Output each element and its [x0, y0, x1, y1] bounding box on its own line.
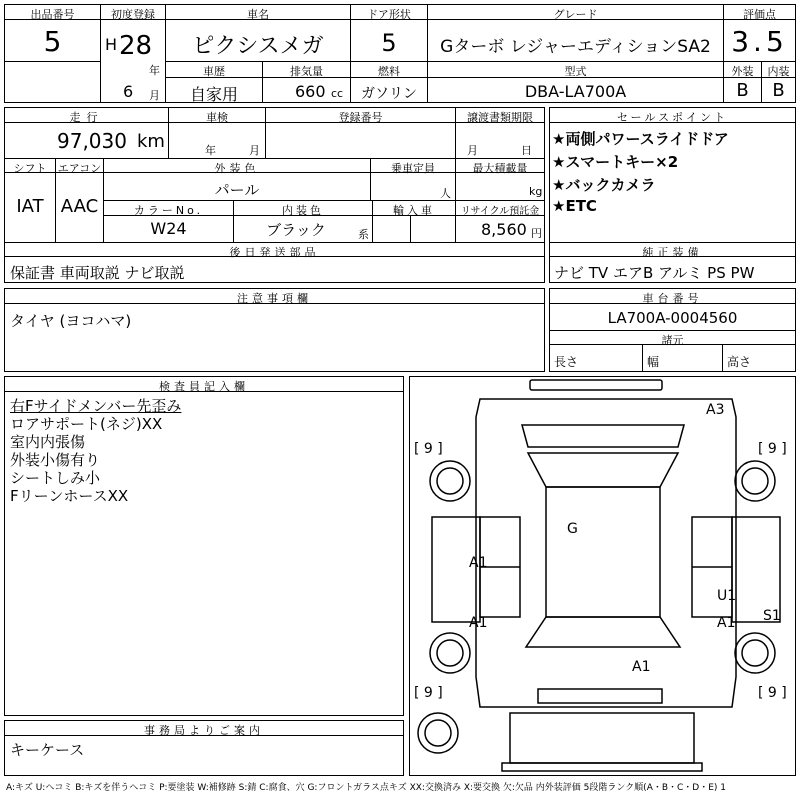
score-value: 3.5	[731, 25, 788, 58]
exterior-label: 外装	[731, 65, 754, 78]
interior-grade: B	[772, 80, 785, 101]
shift-label: シフト	[13, 162, 47, 175]
car-name: ピクシスメガ	[192, 34, 324, 59]
later-parts-value: 保証書 車両取説 ナビ取説	[10, 264, 185, 282]
notes-label: 注意事項欄	[237, 292, 312, 305]
notes-value: タイヤ (ヨコハマ)	[10, 312, 132, 330]
first-reg-month: 6	[123, 82, 134, 101]
spec-length-label: 長さ	[554, 355, 579, 369]
model-label: 型式	[564, 65, 587, 78]
sales-points-box	[549, 107, 796, 283]
spec-width-label: 幅	[647, 355, 660, 369]
header-table	[4, 4, 796, 103]
first-reg-year: 28	[119, 31, 153, 61]
car-name-label: 車名	[247, 8, 269, 21]
ext-color-value: パール	[214, 181, 260, 199]
fuel-value: ガソリン	[361, 86, 417, 102]
inspector-line: FリーンホースXX	[10, 487, 129, 505]
equipment-label: 純正装備	[642, 246, 703, 259]
recycle-label: リサイクル預託金	[460, 206, 540, 217]
chassis-label: 車台番号	[642, 292, 703, 305]
inspector-line: 外装小傷有り	[10, 451, 101, 469]
displacement-label: 排気量	[290, 65, 323, 78]
color-no-label: カラーNo.	[133, 204, 204, 217]
mileage-value: 97,030	[57, 129, 127, 153]
office-label: 事務局よりご案内	[144, 724, 264, 737]
inspector-label: 検査員記入欄	[159, 380, 249, 393]
history-value: 自家用	[189, 85, 238, 104]
rear-step-shape	[502, 763, 702, 771]
car-diagram-box	[409, 376, 796, 776]
transfer-month-unit: 月	[467, 144, 478, 157]
inspection-month-unit: 月	[249, 144, 260, 157]
era: H	[105, 35, 118, 54]
sales-point-item: ★両側パワースライドドア	[552, 130, 729, 148]
chassis-number: LA700A-0004560	[607, 309, 738, 327]
wheel-rr-inner-shape	[742, 640, 768, 666]
color-no-value: W24	[150, 219, 187, 238]
inspector-line: シートしみ小	[10, 469, 101, 487]
ext-color-label: 外装色	[214, 162, 260, 175]
wheel-fl-shape	[430, 461, 470, 501]
wheel-rr-shape	[735, 633, 775, 673]
chassis-box	[549, 288, 796, 372]
right-side-panel-shape	[732, 517, 780, 622]
mileage-label: 走行	[69, 111, 104, 124]
first-reg-label: 初度登録	[111, 8, 155, 21]
wheel-fr-inner-shape	[742, 468, 768, 494]
specs-label: 諸元	[661, 334, 684, 347]
tire-mark-fr: [ 9 ]	[758, 441, 787, 457]
load-unit: kg	[529, 185, 543, 198]
car-diagram	[410, 377, 795, 775]
recycle-value: 8,560	[481, 220, 527, 239]
roof-rail-shape	[530, 380, 662, 390]
damage-mark: U1	[717, 588, 737, 604]
displacement-value: 660	[295, 82, 326, 101]
tire-mark-rr: [ 9 ]	[758, 685, 787, 701]
body-outline-shape	[476, 399, 736, 707]
wheel-rl-inner-shape	[437, 640, 463, 666]
score-label: 評価点	[743, 8, 776, 21]
rear-bumper-shape	[538, 689, 662, 703]
grade-label: グレード	[553, 8, 598, 21]
capacity-unit: 人	[440, 187, 451, 200]
sales-point-item: ★バックカメラ	[552, 176, 656, 194]
inspection-year-unit: 年	[205, 144, 216, 157]
tire-mark-fl: [ 9 ]	[414, 441, 443, 457]
damage-mark: A1	[717, 615, 736, 631]
rear-gate-shape	[510, 713, 694, 763]
rear-glass-shape	[526, 617, 680, 647]
lot-label: 出品番号	[30, 8, 75, 21]
damage-mark: A1	[632, 659, 651, 675]
model-value: DBA-LA700A	[524, 82, 627, 101]
inspector-line: 室内内張傷	[10, 433, 86, 451]
capacity-label: 乗車定員	[391, 162, 435, 175]
import-label: 輸入車	[393, 204, 435, 217]
grade-value: Gターボ レジャーエディションSA2	[440, 37, 711, 57]
spare-wheel-shape	[418, 713, 458, 753]
shift-value: IAT	[16, 196, 44, 217]
month-unit: 月	[149, 89, 160, 102]
int-color-label: 内装色	[282, 204, 324, 217]
inspector-line: ロアサポート(ネジ)XX	[10, 415, 163, 433]
ac-label: エアコン	[57, 162, 102, 175]
legend-footer: A:キズ U:ヘコミ B:キズを伴うヘコミ P:要塗装 W:補修跡 S:錆 C:腐食、穴 G:フロントガラス点キズ XX:交換済み X:要交換 欠:欠品 内外装評価 5段階ランク順(A・B・C・D・E) 1	[6, 783, 727, 793]
roof-shape	[546, 487, 660, 617]
damage-mark: G	[567, 521, 578, 537]
lot-number: 5	[43, 25, 62, 58]
load-label: 最大積載量	[472, 162, 528, 175]
sales-points-label: セールスポイント	[616, 111, 728, 124]
reg-number-label: 登録番号	[338, 111, 383, 124]
displacement-unit: cc	[331, 87, 344, 100]
later-parts-label: 後日発送部品	[229, 246, 320, 259]
damage-mark: A1	[469, 555, 488, 571]
sales-point-item: ★スマートキー×2	[552, 153, 679, 171]
damage-mark: S1	[763, 608, 781, 624]
inspector-line: 右Fサイドメンバー先歪み	[10, 397, 182, 415]
wheel-fl-inner-shape	[437, 468, 463, 494]
tire-mark-rl: [ 9 ]	[414, 685, 443, 701]
wheel-rl-shape	[430, 633, 470, 673]
interior-label: 内装	[767, 65, 790, 78]
mileage-unit: km	[137, 131, 165, 152]
door-label: ドア形状	[367, 8, 411, 21]
notes-box	[4, 288, 545, 372]
int-color-value: ブラック	[266, 221, 326, 239]
exterior-grade: B	[736, 80, 749, 101]
transfer-day-unit: 日	[521, 144, 532, 157]
fuel-label: 燃料	[378, 65, 400, 78]
damage-mark: A1	[469, 615, 488, 631]
spec-height-label: 高さ	[727, 355, 752, 369]
office-box	[4, 720, 404, 776]
history-label: 車歴	[203, 65, 225, 78]
hood-shape	[528, 453, 678, 487]
inspection-label: 車検	[206, 111, 228, 124]
door-value: 5	[381, 29, 397, 57]
vehicle-info-table	[4, 107, 545, 283]
transfer-label: 譲渡書類期限	[467, 111, 533, 124]
spare-wheel-inner-shape	[425, 720, 451, 746]
year-unit: 年	[149, 64, 160, 77]
office-value: キーケース	[10, 741, 85, 759]
sales-point-item: ★ETC	[552, 197, 597, 215]
inspector-box	[4, 376, 404, 716]
ac-value: AAC	[60, 196, 99, 217]
damage-mark: A3	[706, 402, 725, 418]
recycle-unit: 円	[531, 227, 542, 240]
windshield-shape	[522, 425, 684, 447]
wheel-fr-shape	[735, 461, 775, 501]
equipment-value: ナビ TV エアB アルミ PS PW	[554, 264, 755, 282]
int-color-unit: 系	[358, 228, 369, 241]
